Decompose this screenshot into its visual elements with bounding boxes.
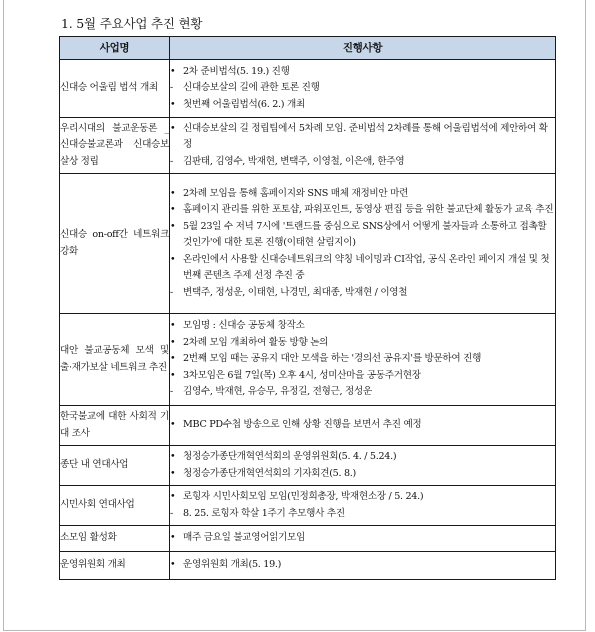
row-category: 신대승 on-off간 네트워크 강화 — [60, 174, 170, 314]
bullet-marker: • — [170, 559, 176, 571]
row-category: 우리시대의 불교운동론 _ 신대승불교론과 신대승보살상 정립 — [60, 118, 170, 174]
row-detail — [170, 118, 556, 174]
row-detail — [170, 552, 556, 580]
row-detail — [170, 60, 556, 118]
bullet-marker: • — [170, 320, 176, 332]
row-detail — [170, 446, 556, 486]
bullet-marker: • — [170, 336, 176, 348]
detail-text: 2번째 모임 때는 공유지 대안 모색을 하는 '경의선 공유지'를 방문하여 진행 — [183, 353, 482, 365]
bullet-marker: • — [170, 467, 176, 479]
row-category: 소모임 활성화 — [60, 526, 170, 552]
detail-text: 변택주, 정성운, 이태현, 나경민, 최대종, 박재현 / 이영철 — [183, 286, 408, 298]
detail-bullet-item — [170, 219, 555, 252]
detail-text: 청정승가종단개혁연석회의 운영위원회(5. 4. / 5.24.) — [183, 451, 397, 462]
detail-sub-item — [170, 285, 555, 302]
bullet-marker: • — [170, 98, 176, 110]
detail-text: 홈페이지 관리를 위한 포토샵, 파워포인트, 동영상 편집 등을 위한 불교단체 활동가 교육 추진 — [183, 204, 554, 216]
bullet-marker: • — [170, 491, 176, 502]
bullet-marker: • — [170, 369, 176, 381]
detail-sub-item — [170, 154, 555, 171]
detail-text: 김영수, 박재현, 유승무, 유정길, 전형근, 정성운 — [183, 386, 372, 398]
detail-text: 운영위원회 개최(5. 19.) — [183, 559, 282, 571]
detail-bullet-item — [170, 186, 555, 203]
table-row — [60, 60, 556, 118]
detail-sub-item — [170, 506, 555, 523]
detail-text: 온라인에서 사용할 신대승네트워크의 약칭 네이밍과 CI작업, 공식 온라인 페이지 개설 및 첫 번째 콘텐츠 주제 선정 추진 중 — [183, 253, 550, 282]
detail-text: MBC PD수첩 방송으로 인해 상황 진행을 보면서 추진 예정 — [183, 419, 422, 431]
table-body — [60, 60, 556, 580]
detail-text: 김판태, 김영수, 박재현, 변택주, 이영철, 이은애, 한주영 — [183, 155, 405, 167]
detail-text: 청정승가종단개혁연석회의 기자회견(5. 8.) — [183, 467, 356, 479]
bullet-marker: • — [170, 122, 176, 134]
bullet-marker: • — [170, 65, 176, 77]
table-row — [60, 552, 556, 580]
detail-text: 8. 25. 로힝자 학살 1주기 추모행사 추진 — [183, 507, 345, 519]
detail-bullet-item — [170, 202, 555, 219]
detail-bullet-item — [170, 489, 555, 506]
bullet-marker: • — [170, 253, 176, 265]
detail-text: 모임명 : 신대승 공동체 창작소 — [183, 320, 305, 332]
row-category: 시민사회 연대사업 — [60, 486, 170, 526]
page-title: 1. 5월 주요사업 추진 현황 — [61, 16, 203, 31]
column-header-detail: 진행사항 — [170, 37, 556, 60]
detail-bullet-item — [170, 97, 555, 114]
bullet-marker: • — [170, 204, 176, 216]
detail-bullet-item — [170, 121, 555, 154]
detail-bullet-item — [170, 64, 555, 81]
bullet-marker: • — [170, 220, 176, 232]
detail-text: 2차 준비법석(5. 19.) 진행 — [183, 65, 290, 77]
detail-bullet-item — [170, 557, 555, 574]
table-row — [60, 486, 556, 526]
row-category: 한국불교에 대한 사회적 기대 조사 — [60, 406, 170, 446]
dash-marker: - — [170, 155, 173, 167]
bullet-marker: • — [170, 451, 176, 462]
detail-bullet-item — [170, 335, 555, 352]
detail-sub-item — [170, 384, 555, 401]
detail-text: 3차모임은 6월 7일(목) 오후 4시, 성미산마을 공동주거현장 — [183, 369, 421, 381]
status-table — [59, 36, 556, 580]
row-category: 신대승 어울림 법석 개최 — [60, 60, 170, 118]
detail-bullet-item — [170, 368, 555, 385]
table-row — [60, 314, 556, 406]
table-row — [60, 446, 556, 486]
table-row — [60, 118, 556, 174]
detail-sub-item — [170, 80, 555, 97]
row-detail — [170, 314, 556, 406]
row-detail — [170, 174, 556, 314]
detail-text: 신대승보살의 길 정립팀에서 5차례 모임. 준비법석 2차례를 통해 어울림법석에 제안하여 확정 — [183, 122, 548, 151]
detail-bullet-item — [170, 466, 555, 483]
detail-text: 신대승보살의 길에 관한 토론 진행 — [183, 82, 320, 94]
dash-marker: - — [170, 286, 173, 298]
dash-marker: - — [170, 82, 173, 94]
table-row — [60, 174, 556, 314]
row-category: 운영위원회 개최 — [60, 552, 170, 580]
detail-bullet-item — [170, 318, 555, 335]
detail-text: 2차례 모임을 통해 홈페이지와 SNS 매체 재정비안 마련 — [183, 187, 409, 199]
detail-text: 로힝자 시민사회모임 모임(민정희총장, 박재현소장 / 5. 24.) — [183, 491, 424, 502]
column-header-category: 사업명 — [60, 37, 170, 60]
dash-marker: - — [170, 507, 173, 519]
detail-bullet-item — [170, 530, 555, 547]
row-category: 대안 불교공동체 모색 및 출·재가보살 네트워크 추진 — [60, 314, 170, 406]
dash-marker: - — [170, 386, 173, 398]
detail-bullet-item — [170, 417, 555, 434]
bullet-marker: • — [170, 353, 176, 365]
table-row — [60, 526, 556, 552]
row-category: 종단 내 연대사업 — [60, 446, 170, 486]
row-detail — [170, 526, 556, 552]
detail-bullet-item — [170, 252, 555, 285]
bullet-marker: • — [170, 187, 176, 199]
row-detail — [170, 406, 556, 446]
table-header-row — [60, 37, 556, 60]
detail-text: 2차례 모임 개최하여 활동 방향 논의 — [183, 336, 329, 348]
detail-bullet-item — [170, 351, 555, 368]
table-row — [60, 406, 556, 446]
detail-text: 첫번째 어울림법석(6. 2.) 개최 — [183, 98, 305, 110]
detail-text: 5월 23일 수 저녁 7시에 '트랜드를 중심으로 SNS상에서 어떻게 불자들과 소통하고 접촉할 것인가'에 대한 토론 진행(이태현 살림지이) — [183, 220, 547, 249]
detail-text: 매주 금요일 불교영어읽기모임 — [183, 532, 306, 544]
row-detail — [170, 486, 556, 526]
bullet-marker: • — [170, 532, 176, 544]
detail-bullet-item — [170, 449, 555, 466]
bullet-marker: • — [170, 419, 176, 431]
